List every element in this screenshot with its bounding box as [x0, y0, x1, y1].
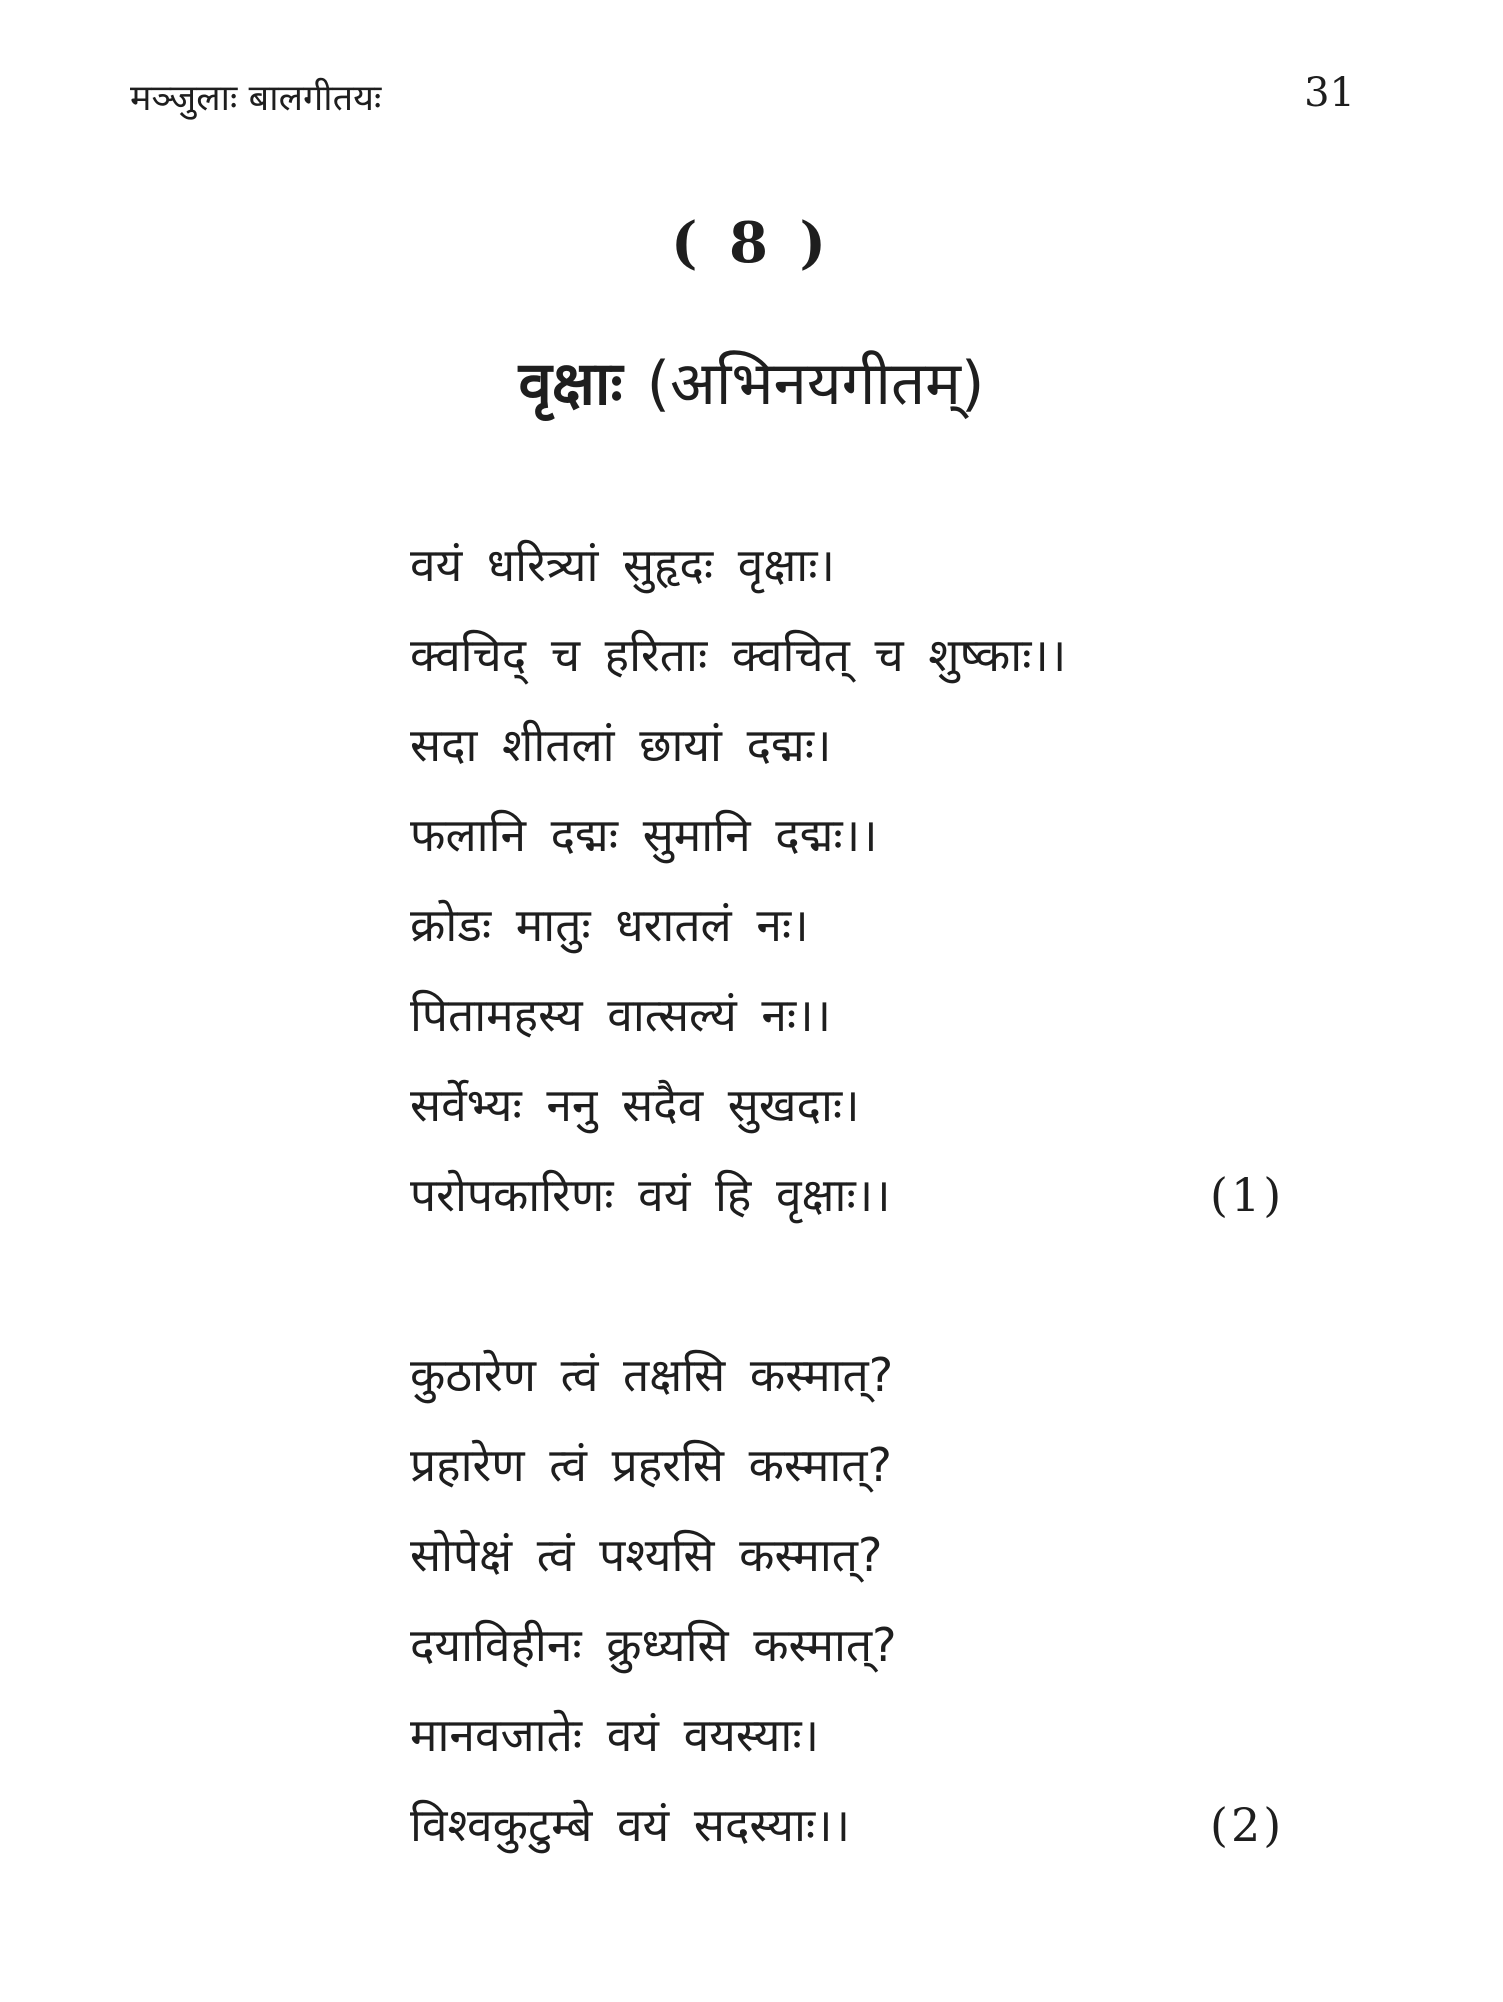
- verse-line: प्रहारेण त्वं प्रहरसि कस्मात्?: [410, 1438, 892, 1492]
- verse-line-text: विश्वकुटुम्बे वयं सदस्याः।।: [410, 1798, 851, 1852]
- poem-title-row: [0, 340, 1503, 422]
- verse-line: कुठारेण त्वं तक्षसि कस्मात्?: [410, 1348, 894, 1402]
- poem-subtitle: (अभिनयगीतम्): [646, 349, 985, 419]
- stanza-2: [410, 1330, 1310, 1870]
- verse-line-text: परोपकारिणः वयं हि वृक्षाः।।: [410, 1168, 891, 1222]
- stanza-1: [410, 520, 1310, 1240]
- poem-title: वृक्षाः: [518, 349, 623, 419]
- verse-line: सोपेक्षं त्वं पश्यसि कस्मात्?: [410, 1528, 883, 1582]
- verse-line: फलानि दद्मः सुमानि दद्मः।।: [410, 808, 878, 862]
- verse-line: क्वचिद् च हरिताः क्वचित् च शुष्काः।।: [410, 628, 1067, 682]
- verse-line: वयं धरित्र्यां सुहृदः वृक्षाः।: [410, 538, 835, 592]
- verse-line: सर्वेभ्यः ननु सदैव सुखदाः।: [410, 1078, 860, 1132]
- running-header: मञ्जुलाः बालगीतयः: [130, 78, 382, 119]
- verse-line: दयाविहीनः क्रुध्यसि कस्मात्?: [410, 1618, 897, 1672]
- page-number: 31: [1304, 70, 1355, 116]
- stanza-number: (2): [1210, 1798, 1285, 1852]
- stanza-number: (1): [1210, 1168, 1285, 1222]
- verse-line-with-number: [410, 1780, 1310, 1870]
- verse-line-with-number: [410, 1150, 1310, 1240]
- verse-line: क्रोडः मातुः धरातलं नः।: [410, 898, 809, 952]
- verse-line: मानवजातेः वयं वयस्याः।: [410, 1708, 820, 1762]
- verse-line: पितामहस्य वात्सल्यं नः।।: [410, 988, 832, 1042]
- poem-number: ( 8 ): [671, 210, 832, 276]
- verse-line: सदा शीतलां छायां दद्मः।: [410, 718, 832, 772]
